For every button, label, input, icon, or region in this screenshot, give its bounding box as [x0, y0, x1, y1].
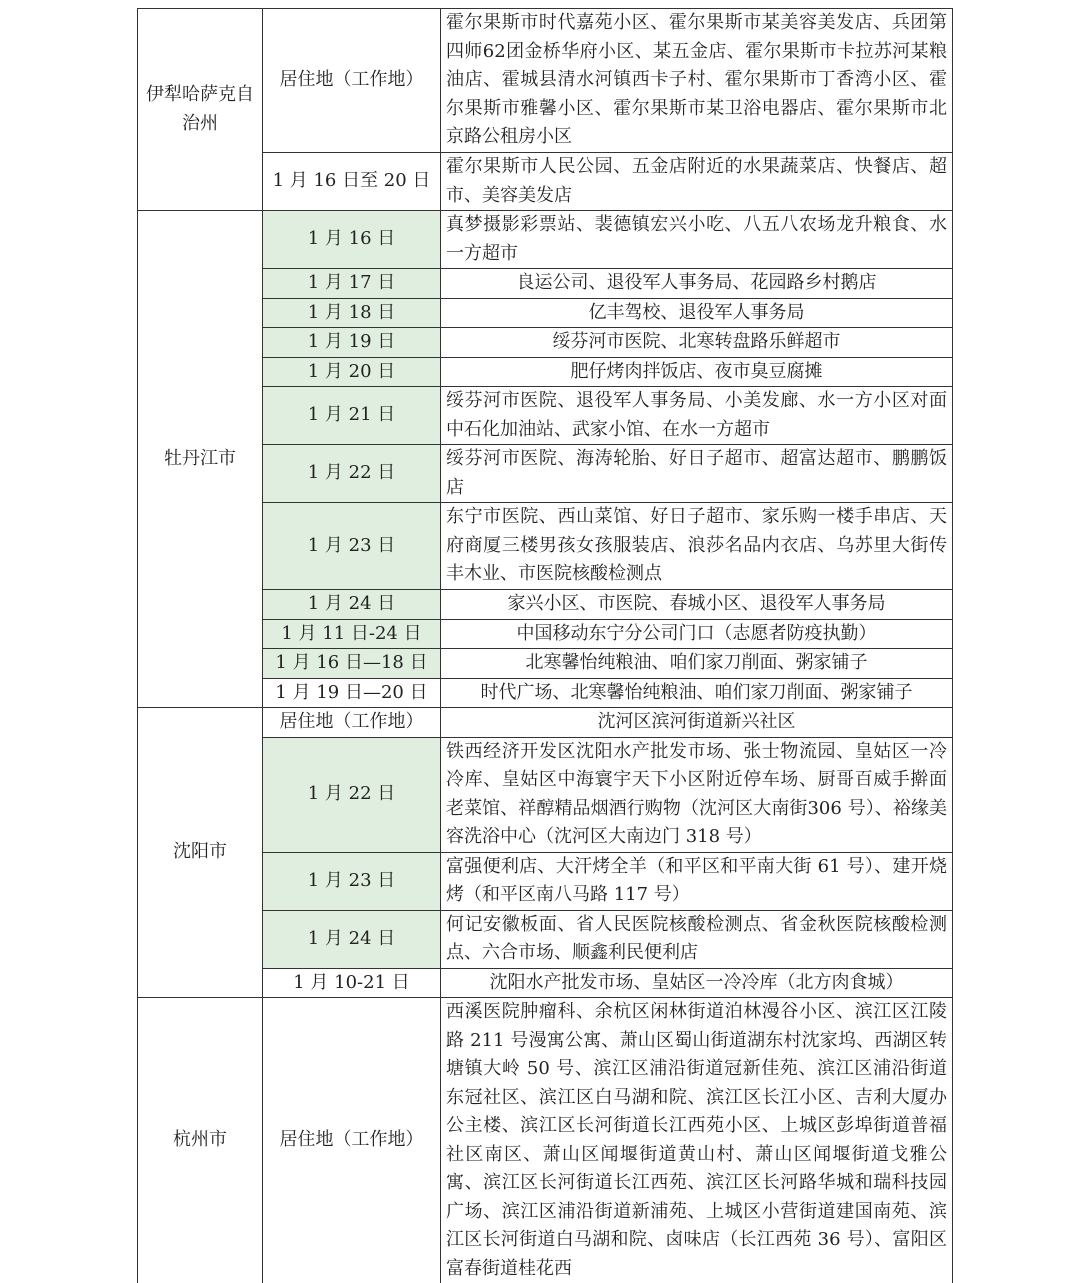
date-cell: 1 月 24 日	[263, 590, 441, 620]
place-cell: 何记安徽板面、省人民医院核酸检测点、省金秋医院核酸检测点、六合市场、顺鑫利民便利店	[441, 910, 953, 968]
date-cell: 1 月 11 日-24 日	[263, 619, 441, 649]
date-cell: 1 月 21 日	[263, 387, 441, 445]
date-cell: 居住地（工作地）	[263, 708, 441, 738]
place-cell: 中国移动东宁分公司门口（志愿者防疫执勤）	[441, 619, 953, 649]
place-cell: 沈阳水产批发市场、皇姑区一冷冷库（北方肉食城）	[441, 968, 953, 998]
place-cell: 良运公司、退役军人事务局、花园路乡村鹅店	[441, 269, 953, 299]
place-cell: 东宁市医院、西山菜馆、好日子超市、家乐购一楼手串店、天府商厦三楼男孩女孩服装店、浪莎名品内衣店、乌苏里大街传丰木业、市医院核酸检测点	[441, 503, 953, 590]
date-cell: 1 月 22 日	[263, 445, 441, 503]
date-cell: 1 月 16 日至 20 日	[263, 153, 441, 211]
date-cell: 1 月 20 日	[263, 357, 441, 387]
place-cell: 绥芬河市医院、海涛轮胎、好日子超市、超富达超市、鹏鹏饭店	[441, 445, 953, 503]
place-cell: 富强便利店、大汗烤全羊（和平区和平南大街 61 号）、建开烧烤（和平区南八马路 117 号）	[441, 852, 953, 910]
place-cell: 霍尔果斯市时代嘉苑小区、霍尔果斯市某美容美发店、兵团第四师62团金桥华府小区、某五金店、霍尔果斯市卡拉苏河某粮油店、霍城县清水河镇西卡子村、霍尔果斯市丁香湾小区、霍尔果斯市雅馨小区、霍尔果斯市某卫浴电器店、霍尔果斯市北京路公租房小区	[441, 9, 953, 153]
table-row	[138, 211, 953, 269]
place-cell: 绥芬河市医院、北寒转盘路乐鲜超市	[441, 328, 953, 358]
date-cell: 居住地（工作地）	[263, 998, 441, 1283]
place-cell: 铁西经济开发区沈阳水产批发市场、张士物流园、皇姑区一冷冷库、皇姑区中海寰宇天下小区附近停车场、厨哥百威手擀面老菜馆、祥醇精品烟酒行购物（沈河区大南街306 号）、裕缘美容洗浴中心（沈河区大南边门 318 号）	[441, 737, 953, 852]
table-row	[138, 998, 953, 1283]
place-cell: 绥芬河市医院、退役军人事务局、小美发廊、水一方小区对面中石化加油站、武家小馆、在水一方超市	[441, 387, 953, 445]
place-cell: 真梦摄影彩票站、裴德镇宏兴小吃、八五八农场龙升粮食、水一方超市	[441, 211, 953, 269]
date-cell: 1 月 16 日	[263, 211, 441, 269]
date-cell: 1 月 22 日	[263, 737, 441, 852]
place-cell: 北寒馨怡纯粮油、咱们家刀削面、粥家铺子	[441, 649, 953, 679]
place-cell: 时代广场、北寒馨怡纯粮油、咱们家刀削面、粥家铺子	[441, 678, 953, 708]
place-cell: 家兴小区、市医院、春城小区、退役军人事务局	[441, 590, 953, 620]
place-cell: 亿丰驾校、退役军人事务局	[441, 298, 953, 328]
date-cell: 1 月 16 日—18 日	[263, 649, 441, 679]
city-cell: 牡丹江市	[138, 211, 263, 708]
date-cell: 1 月 10-21 日	[263, 968, 441, 998]
city-cell: 沈阳市	[138, 708, 263, 998]
date-cell: 1 月 17 日	[263, 269, 441, 299]
place-cell: 西溪医院肿瘤科、余杭区闲林街道泊林漫谷小区、滨江区江陵路 211 号漫寓公寓、萧山区蜀山街道湖东村沈家坞、西湖区转塘镇大岭 50 号、滨江区浦沿街道冠新佳苑、滨江区浦沿街道东冠社区、滨江区白马湖和院、滨江区长江小区、吉利大厦办公主楼、滨江区长河街道长江西苑小区、上城区彭埠街道普福社区南区、萧山区闻堰街道黄山村、萧山区闻堰街道戈雅公寓、滨江区长河街道长江西苑、滨江区长河路华城和瑞科技园广场、滨江区浦沿街道新浦苑、上城区小营街道建国南苑、滨江区长河街道白马湖和院、卤味店（长江西苑 36 号）、富阳区富春街道桂花西	[441, 998, 953, 1283]
city-cell: 杭州市	[138, 998, 263, 1283]
date-cell: 1 月 19 日	[263, 328, 441, 358]
table-row	[138, 9, 953, 153]
date-cell: 1 月 23 日	[263, 503, 441, 590]
places-table	[137, 8, 953, 1283]
place-cell: 沈河区滨河街道新兴社区	[441, 708, 953, 738]
place-cell: 霍尔果斯市人民公园、五金店附近的水果蔬菜店、快餐店、超市、美容美发店	[441, 153, 953, 211]
city-cell: 伊犁哈萨克自治州	[138, 9, 263, 211]
date-cell: 1 月 18 日	[263, 298, 441, 328]
date-cell: 居住地（工作地）	[263, 9, 441, 153]
place-cell: 肥仔烤肉拌饭店、夜市臭豆腐摊	[441, 357, 953, 387]
date-cell: 1 月 23 日	[263, 852, 441, 910]
table-row	[138, 708, 953, 738]
date-cell: 1 月 19 日—20 日	[263, 678, 441, 708]
date-cell: 1 月 24 日	[263, 910, 441, 968]
